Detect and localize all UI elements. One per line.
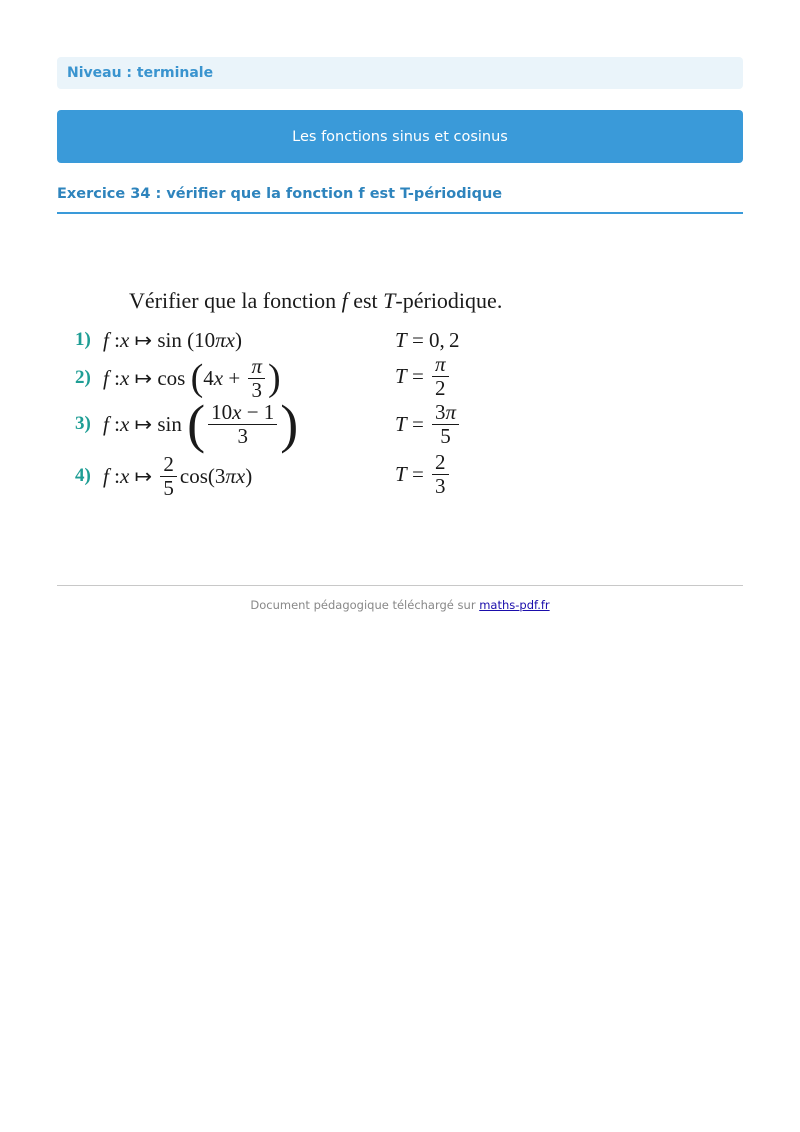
item-number: 2) [75, 367, 91, 388]
item-number: 4) [75, 465, 91, 486]
exercise-title: Exercice 34 : vérifier que la fonction f est T-périodique [57, 186, 503, 202]
level-label: Niveau : terminale [57, 57, 743, 89]
item-number: 1) [75, 329, 91, 350]
item-function: f : x ↦ $\frac{2}{5}$ cos(3 πx ) [103, 452, 253, 500]
exercise-item-4 [75, 452, 253, 500]
item-function: f : x ↦ sin (10 πx ) [103, 327, 242, 352]
item-period: T = $\frac{\pi}{2}$ [395, 356, 452, 396]
exercise-item-1 [75, 320, 242, 360]
title-divider [57, 212, 743, 214]
footer-link[interactable]: maths-pdf.fr [479, 598, 550, 612]
item-period: T = 0, 2 [395, 327, 460, 352]
exercise-statement: Vérifier que la fonction f est T-périodique. [129, 288, 503, 313]
chapter-banner: Les fonctions sinus et cosinus [57, 110, 743, 163]
item-period: T = $\frac{3\pi}{5}$ [395, 404, 462, 444]
footer-text: Document pédagogique téléchargé sur [250, 598, 480, 612]
item-period: T = $\frac{2}{3}$ [395, 454, 452, 494]
footer [0, 598, 800, 612]
item-number: 3) [75, 413, 91, 434]
item-function: f : x ↦ sin ( $\frac{10x - 1}{3}$ ) [103, 394, 299, 454]
exercise-item-3 [75, 394, 299, 454]
footer-divider [57, 585, 743, 586]
item-function: f : x ↦ cos ( 4 x + $\frac{\pi}{3}$ ) [103, 354, 281, 402]
exercise-item-2 [75, 354, 281, 402]
exercise-image [75, 288, 575, 508]
